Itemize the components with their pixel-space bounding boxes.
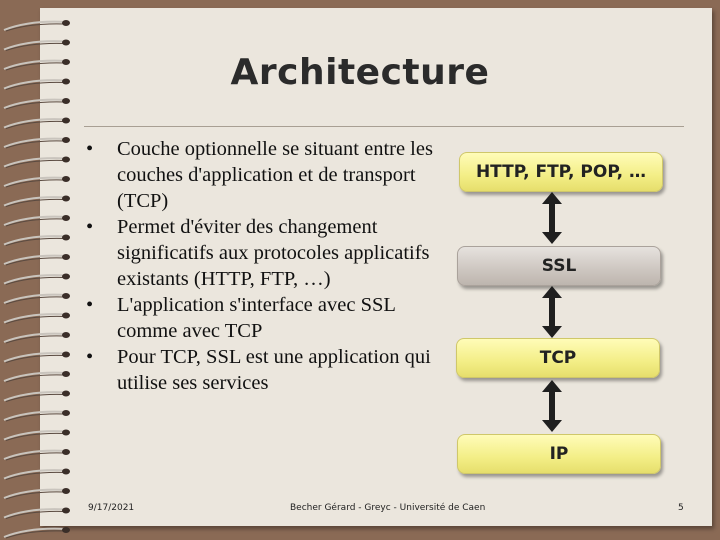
binding-hole — [62, 176, 70, 182]
binding-hole — [62, 20, 70, 26]
layer-application: HTTP, FTP, POP, … — [459, 152, 663, 192]
layer-tcp: TCP — [456, 338, 660, 378]
binding-hole — [62, 118, 70, 124]
binding-hole — [62, 508, 70, 514]
bullet-marker: • — [86, 294, 94, 316]
binding-hole — [62, 98, 70, 104]
binding-hole — [62, 196, 70, 202]
layer-ssl: SSL — [457, 246, 661, 286]
layer-ip: IP — [457, 434, 661, 474]
footer-author: Becher Gérard - Greyc - Université de Caen — [290, 503, 486, 513]
binding-hole — [62, 254, 70, 260]
bullet-marker: • — [86, 138, 94, 160]
bullet-text: Permet d'éviter des changement significatifs aux protocoles applicatifs existants (HTTP, FTP, …) — [117, 216, 430, 290]
binding-hole — [62, 40, 70, 46]
binding-hole — [62, 371, 70, 377]
binding-hole — [62, 430, 70, 436]
bullet-item — [86, 344, 436, 396]
slide-title: Architecture — [230, 52, 490, 93]
binding-hole — [62, 215, 70, 221]
binding-hole — [62, 293, 70, 299]
bullet-text: L'application s'interface avec SSL comme avec TCP — [117, 294, 396, 342]
binding-hole — [62, 391, 70, 397]
binding-hole — [62, 527, 70, 533]
binding-hole — [62, 469, 70, 475]
bullet-item — [86, 136, 436, 214]
footer-page-number: 5 — [678, 503, 684, 513]
binding-hole — [62, 274, 70, 280]
bullet-text: Couche optionnelle se situant entre les couches d'application et de transport (TCP) — [117, 138, 433, 212]
bullet-item — [86, 292, 436, 344]
bullet-item — [86, 214, 436, 292]
double-arrow-icon — [542, 380, 562, 432]
binding-hole — [62, 235, 70, 241]
binding-hole — [62, 313, 70, 319]
binding-hole — [62, 332, 70, 338]
binding-hole — [62, 410, 70, 416]
binding-hole — [62, 352, 70, 358]
binding-hole — [62, 488, 70, 494]
binding-hole — [62, 157, 70, 163]
double-arrow-icon — [542, 192, 562, 244]
bullet-list — [86, 136, 436, 396]
title-divider — [84, 126, 684, 127]
bullet-text: Pour TCP, SSL est une application qui utilise ses services — [117, 346, 431, 394]
binding-hole — [62, 137, 70, 143]
bullet-marker: • — [86, 216, 94, 238]
footer-date: 9/17/2021 — [88, 503, 135, 513]
binding-hole — [62, 449, 70, 455]
bullet-marker: • — [86, 346, 94, 368]
double-arrow-icon — [542, 286, 562, 338]
